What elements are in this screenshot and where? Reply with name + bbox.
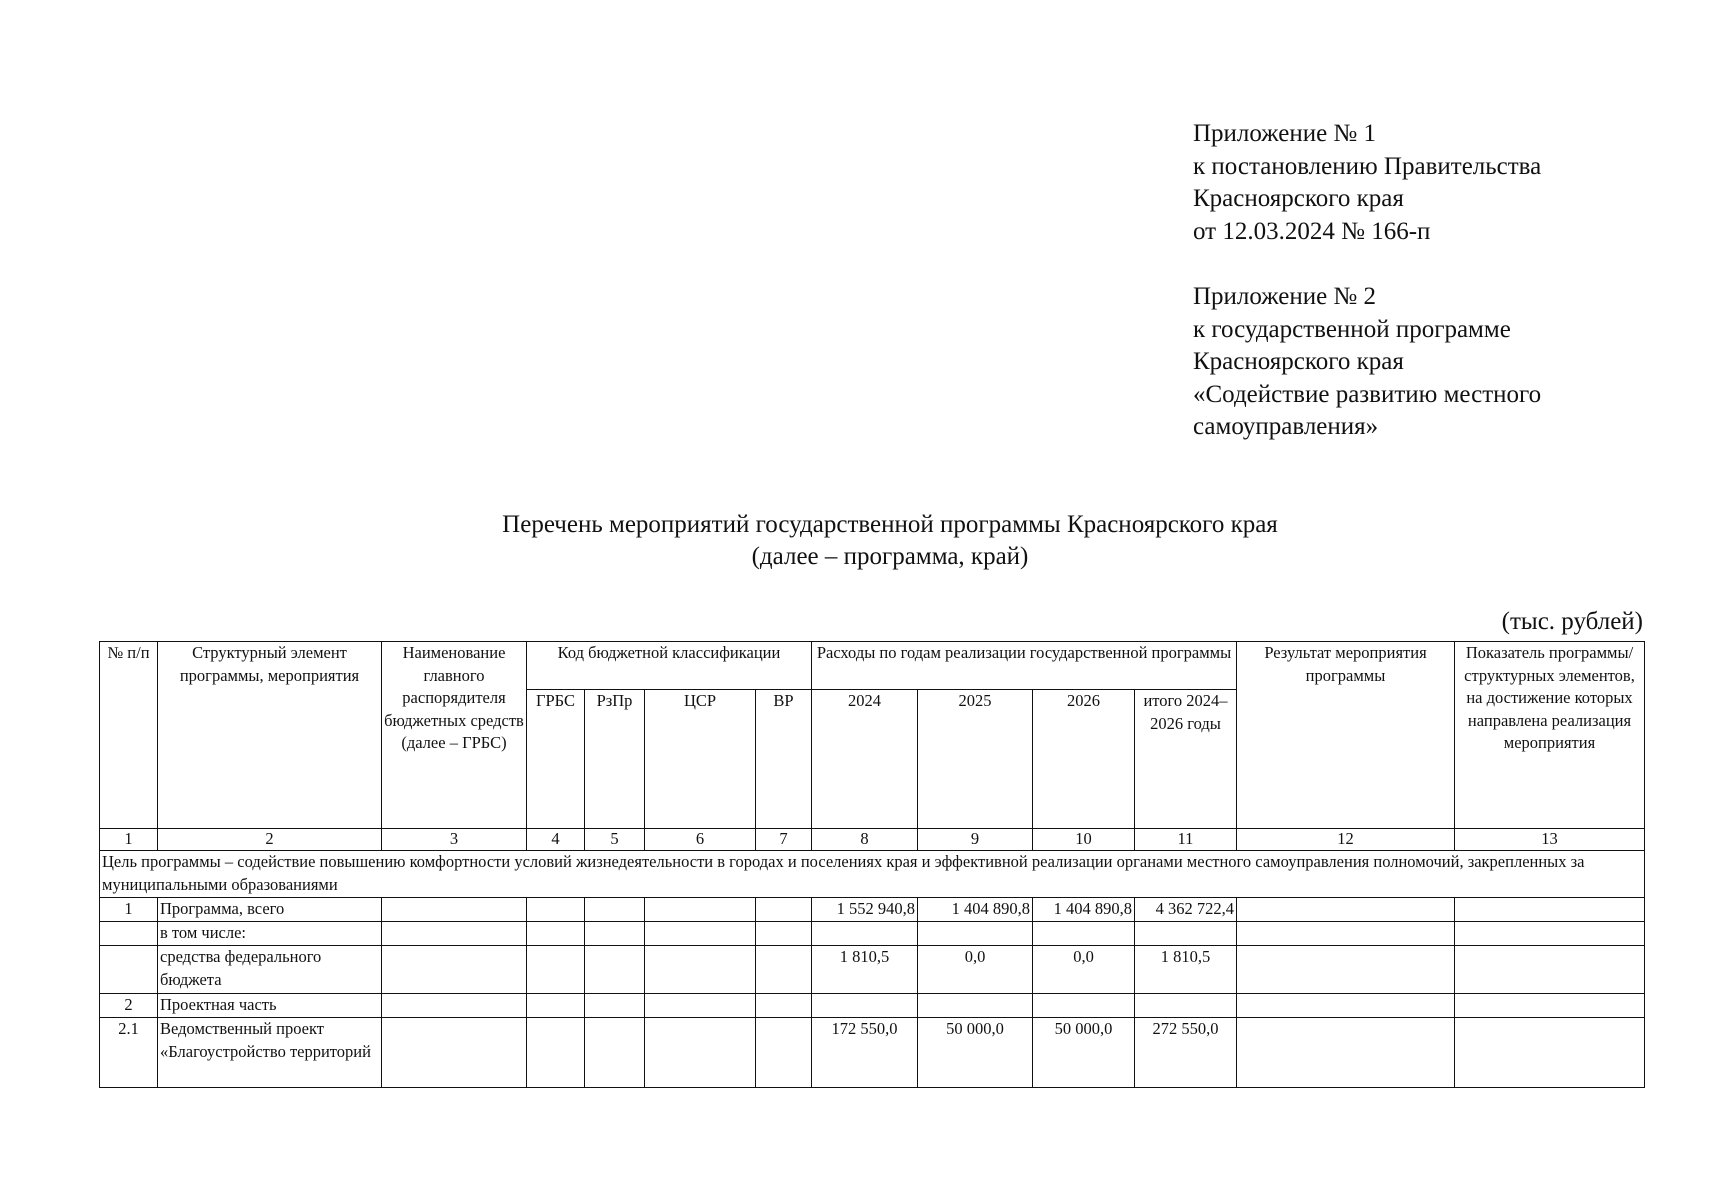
row-grbs-name [382,922,527,946]
appendix-1-line: Красноярского края [1193,185,1404,212]
row-value-2026: 50 000,0 [1033,1018,1135,1088]
row-value-2025: 0,0 [918,946,1033,994]
column-number: 10 [1033,829,1135,851]
row-vr [756,994,812,1018]
row-value-total [1135,994,1237,1018]
row-indicator [1455,994,1645,1018]
row-element: Программа, всего [158,898,382,922]
goal-row [100,851,1645,898]
row-value-2025 [918,994,1033,1018]
appendix-2-block [1193,281,1693,444]
row-vr [756,1018,812,1088]
appendix-1-line: Приложение № 1 [1193,120,1377,147]
header-result: Результат мероприятия программы [1237,642,1455,829]
row-element: Проектная часть [158,994,382,1018]
header-element: Структурный элемент программы, мероприятия [158,642,382,829]
column-number: 2 [158,829,382,851]
row-grbs-name [382,994,527,1018]
row-indicator [1455,898,1645,922]
row-rzpr [585,922,645,946]
header-2025: 2025 [918,690,1033,829]
header-2026: 2026 [1033,690,1135,829]
header-grbs-name: Наименование главного распорядителя бюджетных средств (далее – ГРБС) [382,642,527,829]
row-element: средства федерального бюджета [158,946,382,994]
row-csr [645,946,756,994]
row-element: Ведомственный проект «Благоустройство территорий [158,1018,382,1088]
row-vr [756,922,812,946]
row-grbs [527,898,585,922]
header-total: итого 2024–2026 годы [1135,690,1237,829]
row-grbs [527,922,585,946]
table-header-row [100,642,1645,690]
row-element: в том числе: [158,922,382,946]
column-number: 6 [645,829,756,851]
row-rzpr [585,994,645,1018]
column-number: 12 [1237,829,1455,851]
row-value-2025: 50 000,0 [918,1018,1033,1088]
header-no: № п/п [100,642,158,829]
row-result [1237,946,1455,994]
row-no: 2 [100,994,158,1018]
header-expenses: Расходы по годам реализации государственной программы [812,642,1237,690]
program-goal: Цель программы – содействие повышению комфортности условий жизнедеятельности в городах и поселениях края и эффективной реализации органами местного самоуправления полномочий, закрепленных за муниципальными образованиями [100,851,1645,898]
header-indicator: Показатель программы/ структурных элементов, на достижение которых направлена реализация мероприятия [1455,642,1645,829]
column-number: 11 [1135,829,1237,851]
row-vr [756,898,812,922]
document-title [0,509,1713,573]
units-label: (тыс. рублей) [1501,608,1643,635]
row-no: 1 [100,898,158,922]
row-value-total: 4 362 722,4 [1135,898,1237,922]
column-numbers-row [100,829,1645,851]
appendix-2-line: к государственной программе [1193,315,1511,343]
row-value-2024: 172 550,0 [812,1018,918,1088]
document-title-line-2: (далее – программа, край) [751,543,1029,570]
row-value-2024: 1 810,5 [812,946,918,994]
measures-table [99,641,1645,1088]
table-row [100,1018,1645,1088]
header-csr: ЦСР [645,690,756,829]
row-result [1237,1018,1455,1088]
row-value-2024 [812,994,918,1018]
row-grbs-name [382,898,527,922]
row-indicator [1455,1018,1645,1088]
row-value-2024: 1 552 940,8 [812,898,918,922]
column-number: 5 [585,829,645,851]
header-grbs: ГРБС [527,690,585,829]
row-rzpr [585,898,645,922]
row-result [1237,898,1455,922]
row-value-total: 272 550,0 [1135,1018,1237,1088]
row-value-2026 [1033,922,1135,946]
row-result [1237,994,1455,1018]
appendix-2-line: Красноярского края [1193,348,1404,375]
row-grbs-name [382,1018,527,1088]
row-value-2026: 1 404 890,8 [1033,898,1135,922]
table-row [100,994,1645,1018]
column-number: 7 [756,829,812,851]
column-number: 13 [1455,829,1645,851]
table-row [100,946,1645,994]
table-row [100,898,1645,922]
row-rzpr [585,1018,645,1088]
appendix-1-block [1193,118,1693,248]
row-value-2024 [812,922,918,946]
row-grbs-name [382,946,527,994]
appendix-2-line: Приложение № 2 [1193,283,1377,310]
header-2024: 2024 [812,690,918,829]
row-value-2025: 1 404 890,8 [918,898,1033,922]
row-grbs [527,946,585,994]
table-row [100,922,1645,946]
row-indicator [1455,922,1645,946]
column-number: 1 [100,829,158,851]
row-no [100,946,158,994]
document-title-line-1: Перечень мероприятий государственной программы Красноярского края [502,511,1278,538]
appendix-2-line: «Содействие развитию местного [1193,380,1542,408]
column-number: 3 [382,829,527,851]
row-value-2026 [1033,994,1135,1018]
header-vr: ВР [756,690,812,829]
row-result [1237,922,1455,946]
row-indicator [1455,946,1645,994]
appendix-2-line: самоуправления» [1193,413,1379,440]
row-value-total [1135,922,1237,946]
row-grbs [527,1018,585,1088]
column-number: 9 [918,829,1033,851]
row-value-2025 [918,922,1033,946]
column-number: 4 [527,829,585,851]
row-csr [645,898,756,922]
row-rzpr [585,946,645,994]
row-no [100,922,158,946]
header-kbk: Код бюджетной классификации [527,642,812,690]
row-value-2026: 0,0 [1033,946,1135,994]
row-vr [756,946,812,994]
column-number: 8 [812,829,918,851]
row-grbs [527,994,585,1018]
row-csr [645,922,756,946]
row-csr [645,994,756,1018]
row-value-total: 1 810,5 [1135,946,1237,994]
appendix-1-line: от 12.03.2024 № 166-п [1193,217,1431,245]
row-no: 2.1 [100,1018,158,1088]
row-csr [645,1018,756,1088]
appendix-1-line: к постановлению Правительства [1193,152,1542,180]
header-rzpr: РзПр [585,690,645,829]
